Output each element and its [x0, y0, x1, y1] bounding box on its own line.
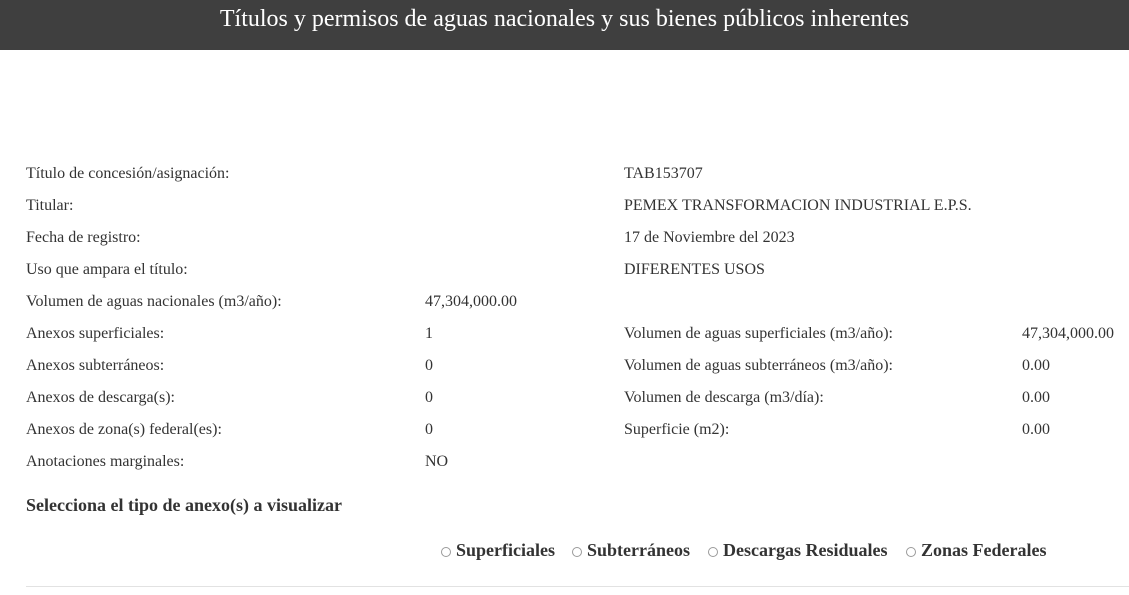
titular-value: PEMEX TRANSFORMACION INDUSTRIAL E.P.S. [624, 197, 972, 214]
titulo-value: TAB153707 [624, 165, 703, 182]
radio-label-descargas-residuales: Descargas Residuales [723, 539, 888, 560]
anotaciones-label: Anotaciones marginales: [26, 453, 185, 470]
radio-option-subterraneos[interactable] [572, 537, 690, 563]
anexos-descarga-label: Anexos de descarga(s): [26, 389, 175, 406]
detail-row-zona [0, 419, 1129, 441]
detail-row-descarga [0, 387, 1129, 409]
radio-button-icon[interactable] [441, 547, 451, 557]
anexos-subterraneos-label: Anexos subterráneos: [26, 357, 165, 374]
titular-label: Titular: [26, 197, 74, 214]
anexos-descarga-value: 0 [425, 389, 433, 406]
radio-option-superficiales[interactable] [441, 537, 555, 563]
uso-value: DIFERENTES USOS [624, 261, 765, 278]
volumen-superficiales-value: 47,304,000.00 [1022, 325, 1114, 342]
fecha-label: Fecha de registro: [26, 229, 141, 246]
page-title: Títulos y permisos de aguas nacionales y sus bienes públicos inherentes [219, 6, 910, 32]
volumen-descarga-label: Volumen de descarga (m3/día): [624, 389, 824, 406]
superficie-label: Superficie (m2): [624, 421, 730, 438]
fecha-value: 17 de Noviembre del 2023 [624, 229, 795, 246]
anexos-superficiales-value: 1 [425, 325, 433, 342]
page-header [0, 0, 1129, 50]
anexos-zona-label: Anexos de zona(s) federal(es): [26, 421, 222, 438]
anexos-superficiales-label: Anexos superficiales: [26, 325, 165, 342]
volumen-superficiales-label: Volumen de aguas superficiales (m3/año): [624, 325, 893, 342]
uso-label: Uso que ampara el título: [26, 261, 188, 278]
radio-label-subterraneos: Subterráneos [587, 539, 690, 560]
detail-row-titulo [0, 163, 1129, 185]
superficie-value: 0.00 [1022, 421, 1050, 438]
volumen-nacional-value: 47,304,000.00 [425, 293, 517, 310]
anexos-zona-value: 0 [425, 421, 433, 438]
radio-label-zonas-federales: Zonas Federales [921, 539, 1047, 560]
detail-row-fecha [0, 227, 1129, 249]
radio-label-superficiales: Superficiales [456, 539, 555, 560]
detail-row-titular [0, 195, 1129, 217]
volumen-subterraneos-label: Volumen de aguas subterráneos (m3/año): [624, 357, 893, 374]
volumen-subterraneos-value: 0.00 [1022, 357, 1050, 374]
titulo-label: Título de concesión/asignación: [26, 165, 230, 182]
anexos-subterraneos-value: 0 [425, 357, 433, 374]
radio-button-icon[interactable] [906, 547, 916, 557]
volumen-nacional-label: Volumen de aguas nacionales (m3/año): [26, 293, 282, 310]
anotaciones-value: NO [425, 453, 449, 470]
radio-option-zonas-federales[interactable] [906, 537, 1047, 563]
detail-row-uso [0, 259, 1129, 281]
detail-row-superficiales [0, 323, 1129, 345]
volumen-descarga-value: 0.00 [1022, 389, 1050, 406]
section-divider [26, 586, 1129, 587]
detail-row-volumen-nacional [0, 291, 1129, 313]
radio-option-descargas-residuales[interactable] [708, 537, 888, 563]
radio-button-icon[interactable] [708, 547, 718, 557]
radio-button-icon[interactable] [572, 547, 582, 557]
annex-selector-title: Selecciona el tipo de anexo(s) a visualizar [26, 495, 342, 515]
annex-type-radio-group [0, 537, 1129, 563]
detail-row-anotaciones [0, 451, 1129, 473]
detail-row-subterraneos [0, 355, 1129, 377]
